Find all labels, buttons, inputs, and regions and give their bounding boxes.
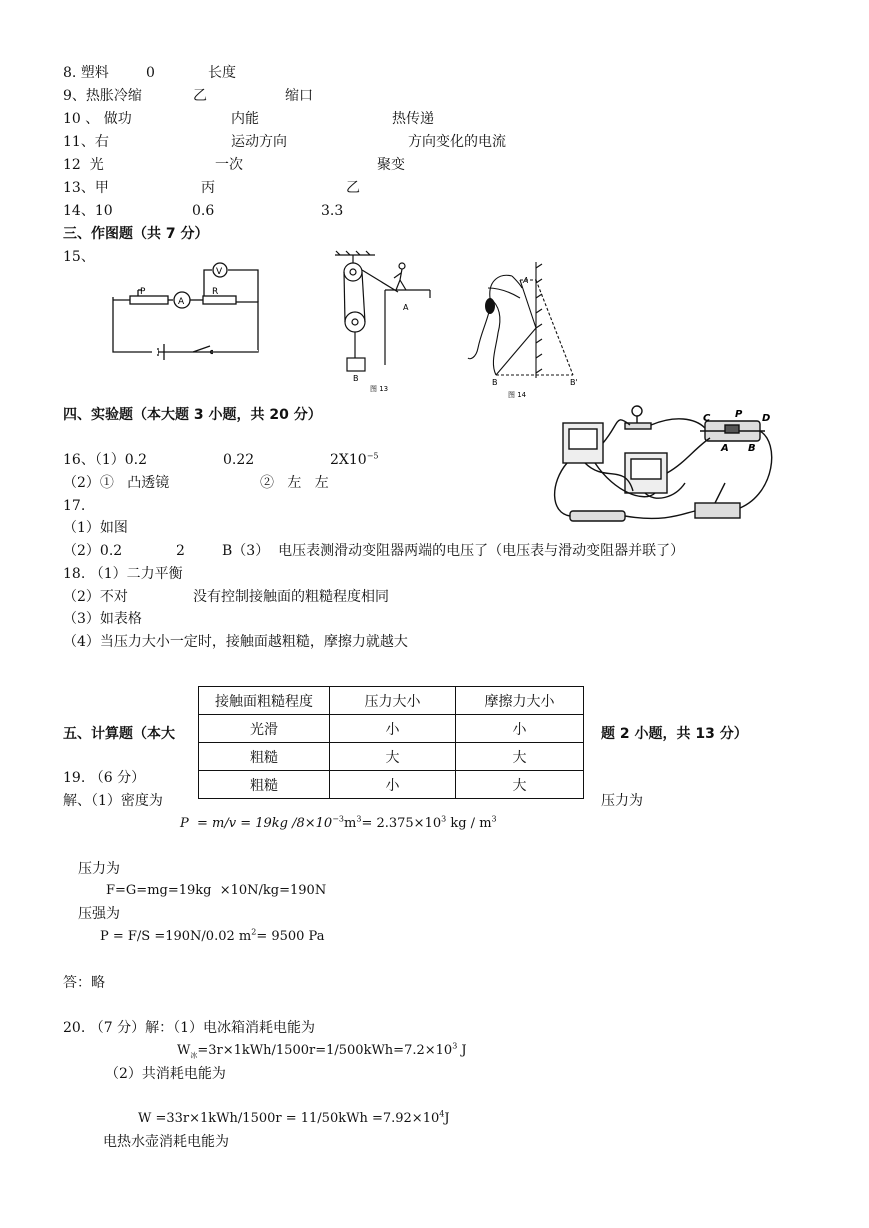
- answer-12-num: 12 光: [63, 157, 104, 173]
- table-cell: 大: [456, 771, 584, 799]
- question-15-label: 15、: [63, 249, 95, 265]
- friction-table: [198, 686, 584, 799]
- experiment-circuit-drawing: [545, 403, 785, 528]
- answer-10-b: 热传递: [392, 111, 434, 127]
- mirror-diagram-14: [460, 258, 590, 403]
- answer-14-b: 3.3: [321, 203, 344, 219]
- circuit-diagram-15: [108, 252, 273, 362]
- q16-line1-a: 16、（1）0.2: [63, 452, 147, 468]
- q19-density-formula: P = m/v = 19kg $/8\times 10^{-3}m^3= 2.375\times 10^3$ kg / $m^3$: [180, 814, 497, 831]
- q19-line1-a: 解、（1）密度为: [63, 793, 163, 809]
- answer-8-num: 8. 塑料: [63, 65, 109, 81]
- q19-answer: 答：略: [63, 975, 105, 991]
- label-b: B: [353, 374, 359, 383]
- table-header: 压力大小: [330, 687, 456, 715]
- label-a: A: [523, 276, 529, 285]
- q18-line4: （4）当压力大小一定时，接触面越粗糙，摩擦力就越大: [63, 634, 408, 650]
- q16-line1-c: $2X10^{-5}$: [330, 451, 379, 468]
- q19-pressure-formula: P = F/S =190N/0.02 $m^2= 9500$ Pa: [100, 927, 325, 944]
- answer-14-a: 0.6: [192, 203, 215, 219]
- q19-force-formula: F=G=mg=19kg ×10N/kg=190N: [106, 883, 327, 898]
- section-3-title: 三、作图题（共 7 分）: [63, 226, 209, 242]
- answer-11-b: 方向变化的电流: [408, 134, 506, 150]
- q17-line2-c: B（3） 电压表测滑动变阻器两端的电压了（电压表与滑动变阻器并联了）: [222, 543, 685, 559]
- q20-line3: 电热水壶消耗电能为: [103, 1134, 229, 1150]
- answer-10-a: 内能: [231, 111, 259, 127]
- caption-figure-14: 图 14: [508, 391, 527, 399]
- q19-line1-b: 压力为: [601, 793, 643, 809]
- circuit-label-b: B: [748, 443, 756, 454]
- label-b: B: [492, 378, 498, 387]
- q17-line2-b: 2: [176, 543, 185, 559]
- answer-12-b: 聚变: [377, 157, 405, 173]
- table-cell: 小: [330, 771, 456, 799]
- answer-10-num: 10 、 做功: [63, 111, 132, 127]
- answer-11-num: 11、右: [63, 134, 109, 150]
- q18-line2-a: （2）不对: [63, 589, 128, 605]
- table-cell: 小: [330, 715, 456, 743]
- circuit-label-d: D: [762, 413, 771, 424]
- circuit-label-c: C: [703, 413, 711, 424]
- q19-pressure-label: 压强为: [78, 906, 120, 922]
- q16-line1-b: 0.22: [223, 452, 255, 468]
- table-header: 接触面粗糙程度: [199, 687, 330, 715]
- q19-number: 19. （6 分）: [63, 770, 146, 786]
- table-cell: 光滑: [199, 715, 330, 743]
- q17-line2-a: （2）0.2: [63, 543, 123, 559]
- label-v-meter: V: [216, 267, 223, 277]
- answer-9-b: 缩口: [285, 88, 313, 104]
- table-row: [199, 743, 584, 771]
- q19-force-label: 压力为: [78, 861, 120, 877]
- answer-9-num: 9、热胀冷缩: [63, 88, 142, 104]
- label-a: A: [403, 303, 409, 312]
- q18-line1: 18. （1）二力平衡: [63, 566, 183, 582]
- q20-line1: 20. （7 分）解：（1）电冰箱消耗电能为: [63, 1020, 315, 1036]
- q16-line2-b: ② 左 左: [260, 475, 329, 491]
- answer-13-b: 乙: [346, 180, 360, 196]
- q18-line3: （3）如表格: [63, 611, 142, 627]
- answer-9-a: 乙: [193, 88, 207, 104]
- circuit-label-a: A: [721, 443, 729, 454]
- answer-13-num: 13、甲: [63, 180, 109, 196]
- table-row: [199, 715, 584, 743]
- answer-12-a: 一次: [215, 157, 243, 173]
- q16-line2-a: （2）① 凸透镜: [63, 475, 170, 491]
- answer-11-a: 运动方向: [231, 134, 287, 150]
- q20-total-energy: $W =33r\times 1kWh/1500r = 11/50kWh =7.92\times 10^4J$: [138, 1109, 450, 1126]
- answer-14-num: 14、10: [63, 203, 113, 219]
- q20-line2: （2）共消耗电能为: [105, 1066, 226, 1082]
- answer-8-a: 0: [146, 65, 155, 81]
- table-cell: 粗糙: [199, 771, 330, 799]
- table-cell: 粗糙: [199, 743, 330, 771]
- section-5-title-right: 题 2 小题，共 13 分）: [601, 726, 748, 742]
- label-r: R: [212, 287, 219, 297]
- label-a-meter: A: [178, 297, 185, 307]
- section-4-title: 四、实验题（本大题 3 小题，共 20 分）: [63, 407, 322, 423]
- pulley-diagram-13: [330, 250, 440, 395]
- q17-line1: （1）如图: [63, 520, 128, 536]
- caption-figure-13: 图 13: [370, 385, 389, 393]
- label-b-prime: B': [570, 378, 578, 387]
- table-row: [199, 771, 584, 799]
- table-cell: 大: [456, 743, 584, 771]
- table-header: 摩擦力大小: [456, 687, 584, 715]
- circuit-label-p: P: [735, 409, 743, 420]
- q20-fridge-energy: $W_冰=3r\times 1kWh/1500r=1/500kWh=7.2\times 10^3$ J: [177, 1041, 467, 1060]
- label-p: P: [140, 287, 146, 297]
- section-5-title-left: 五、计算题（本大: [63, 726, 175, 742]
- q18-line2-b: 没有控制接触面的粗糙程度相同: [193, 589, 389, 605]
- table-header-row: [199, 687, 584, 715]
- answer-8-b: 长度: [208, 65, 236, 81]
- table-cell: 大: [330, 743, 456, 771]
- q17-number: 17.: [63, 498, 86, 514]
- table-cell: 小: [456, 715, 584, 743]
- answer-13-a: 丙: [201, 180, 215, 196]
